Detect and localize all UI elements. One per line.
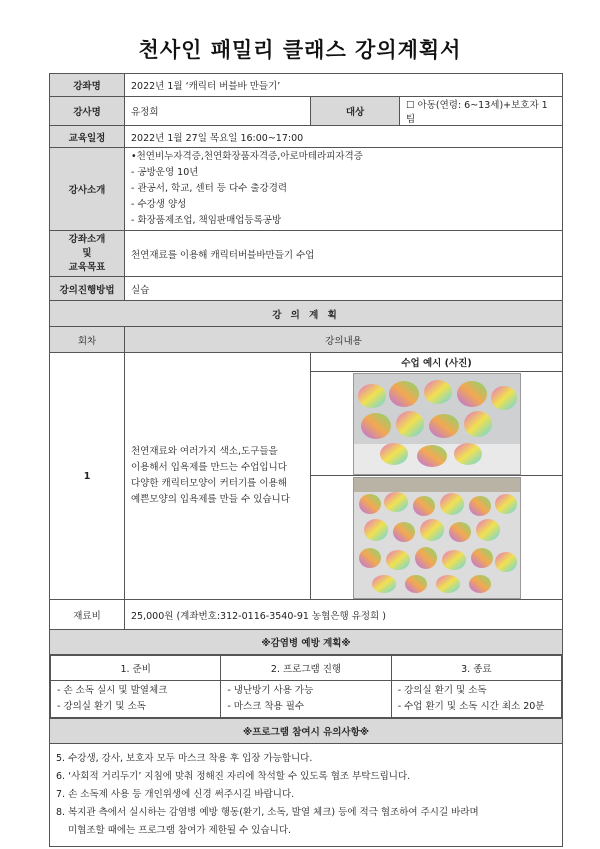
plan-content-line: 예쁜모양의 입욕제를 만들 수 있습니다 xyxy=(131,494,290,505)
bath-bomb-photo-2 xyxy=(353,477,521,599)
page-title: 천사인 패밀리 클래스 강의계획서 xyxy=(138,38,462,62)
prevention-row xyxy=(50,655,563,719)
plan-photo-title-row xyxy=(50,353,563,372)
prevention-table xyxy=(50,655,562,718)
content-column-header: 강의내용 xyxy=(125,327,563,353)
prevention-item: - 강의실 환기 및 소독 xyxy=(397,685,487,696)
note-item: 5. 수강생, 강사, 보호자 모두 마스크 착용 후 입장 가능합니다. xyxy=(56,753,313,764)
notes-header-row xyxy=(50,719,563,744)
fee-value: 25,000원 (계좌번호:312-0116-3540-91 농협은행 유정희 ) xyxy=(125,600,563,630)
method-value: 실습 xyxy=(125,277,563,301)
bio-line: - 수강생 양성 xyxy=(131,199,187,210)
prevention-col-title: 3. 종료 xyxy=(391,656,561,681)
prevention-item: - 수업 환기 및 소독 시간 최소 20분 xyxy=(397,701,545,712)
plan-column-row xyxy=(50,327,563,353)
note-item: 7. 손 소독제 사용 등 개인위생에 신경 써주시길 바랍니다. xyxy=(56,789,295,800)
note-item: 미협조할 때에는 프로그램 참여가 제한될 수 있습니다. xyxy=(68,825,292,836)
instructor-label: 강사명 xyxy=(50,97,125,126)
plan-header: 강 의 계 획 xyxy=(50,301,563,327)
goal-value: 천연재료를 이용해 캐릭터버블바만들기 수업 xyxy=(125,231,563,277)
prevention-item: - 마스크 착용 필수 xyxy=(227,701,305,712)
prevention-col-items xyxy=(221,681,391,718)
notes-list xyxy=(50,744,563,847)
plan-content xyxy=(125,353,311,600)
bio-line: - 화장품제조업, 책임판매업등록공방 xyxy=(131,215,282,226)
prevention-item: - 손 소독 실시 및 발열체크 xyxy=(57,685,168,696)
fee-label: 재료비 xyxy=(50,600,125,630)
target-value: ☐ 아동(연령: 6~13세)+보호자 1팀 xyxy=(400,97,563,126)
prevention-item: - 냉난방기 사용 가능 xyxy=(227,685,314,696)
instructor-value: 유정희 xyxy=(125,97,311,126)
course-row xyxy=(50,74,563,97)
bio-row xyxy=(50,148,563,231)
prevention-col-items xyxy=(51,681,221,718)
prevention-col-items xyxy=(391,681,561,718)
bio-line: •천연비누자격증,천연화장품자격증,아로마테라피자격증 xyxy=(131,151,363,162)
notes-header: ※프로그램 참여시 유의사항※ xyxy=(50,719,563,744)
prevention-col-title: 2. 프로그램 진행 xyxy=(221,656,391,681)
goal-label-line: 및 xyxy=(82,247,92,259)
fee-row xyxy=(50,600,563,630)
method-row xyxy=(50,277,563,301)
round-number: 1 xyxy=(50,353,125,600)
prevention-item: - 강의실 환기 및 소독 xyxy=(57,701,146,712)
note-item: 6. ‘사회적 거리두기’ 지침에 맞춰 정해진 자리에 착석할 수 있도록 협조 부탁드립니다. xyxy=(56,771,411,782)
bio-lines xyxy=(125,148,563,231)
course-value: 2022년 1월 ‘캐릭터 버블바 만들기’ xyxy=(125,74,563,97)
lecture-plan-table xyxy=(49,73,563,847)
note-item: 8. 복지관 측에서 실시하는 감염병 예방 행동(환기, 소독, 발열 체크) 등에 적극 협조하여 주시길 바라며 xyxy=(56,807,479,818)
course-label: 강좌명 xyxy=(50,74,125,97)
schedule-value: 2022년 1월 27일 목요일 16:00~17:00 xyxy=(125,126,563,148)
prevention-header: ※감염병 예방 계획※ xyxy=(50,630,563,655)
method-label: 강의진행방법 xyxy=(50,277,125,301)
schedule-row xyxy=(50,126,563,148)
goal-row xyxy=(50,231,563,277)
plan-content-line: 천연재료와 여러가지 색소,도구들을 xyxy=(131,446,278,457)
bio-line: - 공방운영 10년 xyxy=(131,167,199,178)
notes-row xyxy=(50,744,563,847)
goal-label-line: 강좌소개 xyxy=(68,233,106,245)
plan-header-row xyxy=(50,301,563,327)
goal-label-line: 교육목표 xyxy=(68,261,106,273)
bath-bomb-photo-1 xyxy=(353,373,521,475)
round-column-header: 회차 xyxy=(50,327,125,353)
plan-content-line: 다양한 캐릭터모양이 커터기를 이용해 xyxy=(131,478,287,489)
prevention-col-title: 1. 준비 xyxy=(51,656,221,681)
goal-label xyxy=(50,231,125,277)
instructor-row xyxy=(50,97,563,126)
schedule-label: 교육일정 xyxy=(50,126,125,148)
prevention-header-row xyxy=(50,630,563,655)
plan-content-line: 이용해서 입욕제를 만드는 수업입니다 xyxy=(131,462,287,473)
target-label: 대상 xyxy=(311,97,400,126)
bio-line: - 관공서, 학교, 센터 등 다수 출강경력 xyxy=(131,183,288,194)
photo-title: 수업 예시 (사진) xyxy=(311,353,563,372)
bio-label: 강사소개 xyxy=(50,148,125,231)
